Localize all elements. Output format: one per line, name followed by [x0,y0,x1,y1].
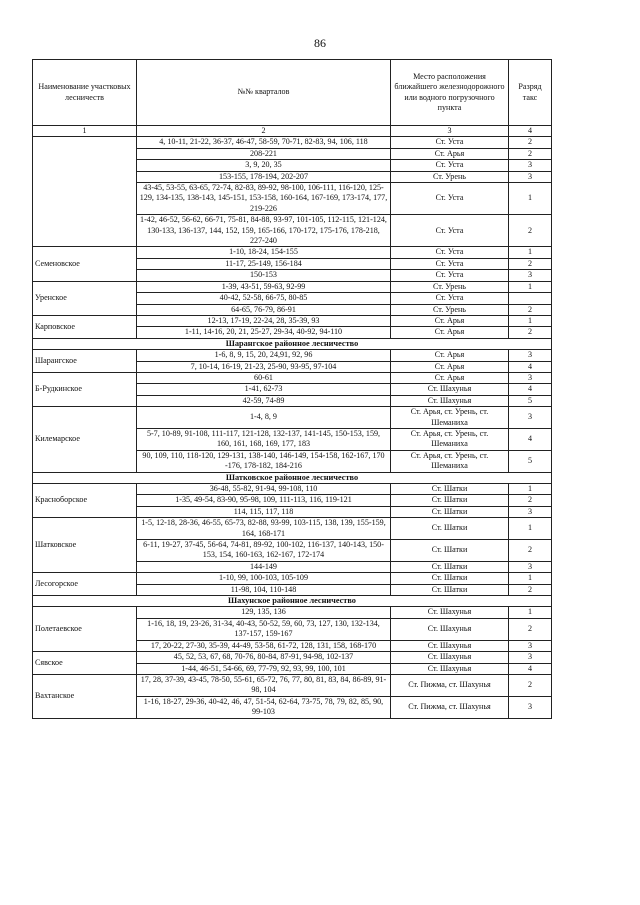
column-number: 3 [391,126,509,137]
quarters-cell: 7, 10-14, 16-19, 21-23, 25-90, 93-95, 97-104 [137,361,391,372]
table-row [33,372,552,383]
loading-point-cell: Ст. Урень [391,171,509,182]
loading-point-cell: Ст. Арья [391,148,509,159]
quarters-cell: 90, 109, 110, 118-120, 129-131, 138-140, 146-149, 154-158, 162-167, 170 -176, 178-182, 184-216 [137,450,391,472]
quarters-cell: 1-16, 18-27, 29-36, 40-42, 46, 47, 51-54, 62-64, 73-75, 78, 79, 82, 85, 90, 99-103 [137,696,391,718]
tax-class-cell: 1 [509,518,552,540]
loading-point-cell: Ст. Шахунья [391,618,509,640]
quarters-cell: 150-153 [137,270,391,281]
loading-point-cell: Ст. Арья [391,361,509,372]
quarters-cell: 153-155, 178-194, 202-207 [137,171,391,182]
quarters-cell: 64-65, 76-79, 86-91 [137,304,391,315]
tax-class-cell: 3 [509,350,552,361]
section-title: Шарангское районное лесничество [33,338,552,349]
column-number-row [33,126,552,137]
quarters-cell: 129, 135, 136 [137,607,391,618]
quarters-cell: 43-45, 53-55, 63-65, 72-74, 82-83, 89-92, 98-100, 106-111, 116-120, 125-129, 134-135, 138-143, 145-151, 153-158, 160-164, 167-169, 173-174, 177, 219-226 [137,183,391,215]
quarters-cell: 17, 28, 37-39, 43-45, 78-50, 55-61, 65-72, 76, 77, 80, 81, 83, 84, 86-89, 91-98, 104 [137,674,391,696]
quarters-cell: 1-41, 62-73 [137,384,391,395]
tax-class-cell: 3 [509,652,552,663]
tax-class-cell: 2 [509,327,552,338]
tax-class-cell: 3 [509,160,552,171]
tax-class-cell: 2 [509,304,552,315]
loading-point-cell: Ст. Уста [391,183,509,215]
section-row [33,472,552,483]
tax-class-cell: 2 [509,215,552,247]
tax-class-cell: 3 [509,561,552,572]
forestry-name-cell: Б-Рудкинское [33,372,137,406]
table-body [33,137,552,718]
loading-point-cell: Ст. Шахунья [391,384,509,395]
tax-class-cell: 1 [509,607,552,618]
loading-point-cell: Ст. Арья [391,350,509,361]
loading-point-cell: Ст. Шатки [391,506,509,517]
tax-class-cell: 4 [509,428,552,450]
quarters-cell: 1-10, 18-24, 154-155 [137,247,391,258]
loading-point-cell: Ст. Шахунья [391,640,509,651]
forestry-name-cell [33,137,137,247]
loading-point-cell: Ст. Шатки [391,561,509,572]
loading-point-cell: Ст. Пижма, ст. Шахунья [391,674,509,696]
quarters-cell: 1-6, 8, 9, 15, 20, 24,91, 92, 96 [137,350,391,361]
quarters-cell: 3, 9, 20, 35 [137,160,391,171]
tax-class-cell: 3 [509,640,552,651]
quarters-cell: 208-221 [137,148,391,159]
forestry-name-cell: Килемарское [33,407,137,472]
table-row [33,652,552,663]
tax-class-cell: 3 [509,171,552,182]
forestry-name-cell: Сявское [33,652,137,675]
tax-class-cell: 5 [509,450,552,472]
tax-class-cell: 3 [509,506,552,517]
table-row [33,281,552,292]
quarters-cell: 4, 10-11, 21-22, 36-37, 46-47, 58-59, 70-71, 82-83, 94, 106, 118 [137,137,391,148]
quarters-cell: 1-11, 14-16, 20, 21, 25-27, 29-34, 40-92, 94-110 [137,327,391,338]
loading-point-cell: Ст. Уста [391,258,509,269]
tax-class-cell: 2 [509,148,552,159]
tax-class-cell: 5 [509,395,552,406]
quarters-cell: 17, 20-22, 27-30, 35-39, 44-49, 53-58, 61-72, 128, 131, 158, 168-170 [137,640,391,651]
column-number: 2 [137,126,391,137]
quarters-cell: 5-7, 10-89, 91-108, 111-117, 121-128, 132-137, 141-145, 150-153, 159, 160, 161, 168, 169, 177, 183 [137,428,391,450]
loading-point-cell: Ст. Пижма, ст. Шахунья [391,696,509,718]
table-row [33,674,552,696]
tax-class-cell: 3 [509,270,552,281]
loading-point-cell: Ст. Шатки [391,584,509,595]
table-row [33,518,552,540]
table-row [33,607,552,618]
tax-class-cell: 2 [509,674,552,696]
tax-class-cell: 4 [509,361,552,372]
loading-point-cell: Ст. Уста [391,215,509,247]
quarters-cell: 114, 115, 117, 118 [137,506,391,517]
forest-tax-table [32,59,552,719]
quarters-cell: 60-61 [137,372,391,383]
header-forestry-name: Наименование участковых лесничеств [33,60,137,126]
tax-class-cell: 1 [509,573,552,584]
quarters-cell: 1-16, 18, 19, 23-26, 31-34, 40-43, 50-52, 59, 60, 73, 127, 130, 132-134, 137-157, 159-167 [137,618,391,640]
section-title: Шатковское районное лесничество [33,472,552,483]
loading-point-cell: Ст. Шахунья [391,395,509,406]
quarters-cell: 1-4, 8, 9 [137,407,391,429]
quarters-cell: 11-98, 104, 110-148 [137,584,391,595]
tax-class-cell: 3 [509,407,552,429]
quarters-cell: 11-17, 25-149, 156-184 [137,258,391,269]
table-row [33,573,552,584]
column-number: 4 [509,126,552,137]
tax-class-cell: 1 [509,247,552,258]
forestry-name-cell: Шатковское [33,518,137,573]
loading-point-cell: Ст. Урень [391,281,509,292]
tax-class-cell: 4 [509,663,552,674]
page-number: 86 [314,36,326,50]
loading-point-cell: Ст. Шахунья [391,607,509,618]
loading-point-cell: Ст. Арья, ст. Урень, ст. Шеманиха [391,450,509,472]
quarters-cell: 1-39, 43-51, 59-63, 92-99 [137,281,391,292]
quarters-cell: 42-59, 74-89 [137,395,391,406]
quarters-cell: 1-42, 46-52, 56-62, 66-71, 75-81, 84-88, 93-97, 101-105, 112-115, 121-124, 130-133, 136-137, 144, 152, 159, 165-166, 170-172, 175-176, 178-218, 227-240 [137,215,391,247]
forestry-name-cell: Уренское [33,281,137,315]
section-title: Шахунское районное лесничество [33,596,552,607]
loading-point-cell: Ст. Уста [391,270,509,281]
tax-class-cell: 1 [509,183,552,215]
loading-point-cell: Ст. Уста [391,293,509,304]
header-tax-class: Разряд такс [509,60,552,126]
tax-class-cell: 1 [509,484,552,495]
tax-class-cell: 2 [509,618,552,640]
loading-point-cell: Ст. Арья, ст. Урень, ст. Шеманиха [391,428,509,450]
forestry-name-cell: Полетаевское [33,607,137,652]
forestry-name-cell: Карповское [33,315,137,338]
section-row [33,338,552,349]
table-row [33,137,552,148]
quarters-cell: 12-13, 17-19, 22-24, 28, 35-39, 93 [137,315,391,326]
tax-class-cell [509,293,552,304]
loading-point-cell: Ст. Шахунья [391,663,509,674]
forestry-name-cell: Шарангское [33,350,137,373]
tax-class-cell: 1 [509,281,552,292]
column-number: 1 [33,126,137,137]
forestry-name-cell: Красноборское [33,484,137,518]
loading-point-cell: Ст. Шатки [391,518,509,540]
quarters-cell: 36-48, 55-82, 91-94, 99-108, 110 [137,484,391,495]
tax-class-cell: 2 [509,540,552,562]
loading-point-cell: Ст. Уста [391,160,509,171]
quarters-cell: 40-42, 52-58, 66-75, 80-85 [137,293,391,304]
section-row [33,596,552,607]
loading-point-cell: Ст. Шатки [391,495,509,506]
tax-class-cell: 1 [509,315,552,326]
tax-class-cell: 3 [509,696,552,718]
loading-point-cell: Ст. Шатки [391,573,509,584]
quarters-cell: 1-35, 49-54, 83-90, 95-98, 109, 111-113, 116, 119-121 [137,495,391,506]
forestry-name-cell: Лесогорское [33,573,137,596]
quarters-cell: 45, 52, 53, 67, 68, 70-76, 80-84, 87-91, 94-98, 102-137 [137,652,391,663]
header-loading-point: Место расположения ближайшего железнодорожного или водного погрузочного пункта [391,60,509,126]
table-row [33,247,552,258]
tax-class-cell: 2 [509,584,552,595]
loading-point-cell: Ст. Урень [391,304,509,315]
quarters-cell: 1-10, 99, 100-103, 105-109 [137,573,391,584]
quarters-cell: 144-149 [137,561,391,572]
loading-point-cell: Ст. Уста [391,137,509,148]
forestry-name-cell: Вахтанское [33,674,137,718]
loading-point-cell: Ст. Шахунья [391,652,509,663]
tax-class-cell: 2 [509,258,552,269]
quarters-cell: 1-5, 12-18, 28-36, 46-55, 65-73, 82-88, 93-99, 103-115, 138, 139, 155-159, 164, 168-171 [137,518,391,540]
tax-class-cell: 2 [509,137,552,148]
loading-point-cell: Ст. Арья [391,327,509,338]
forestry-name-cell: Семеновское [33,247,137,281]
loading-point-cell: Ст. Арья [391,315,509,326]
tax-class-cell: 3 [509,372,552,383]
table-row [33,407,552,429]
quarters-cell: 6-11, 19-27, 37-45, 56-64, 74-81, 89-92, 100-102, 116-137, 140-143, 150-153, 154, 160-163, 162-167, 172-174 [137,540,391,562]
table-row [33,484,552,495]
loading-point-cell: Ст. Шатки [391,540,509,562]
loading-point-cell: Ст. Уста [391,247,509,258]
table-row [33,315,552,326]
quarters-cell: 1-44, 46-51, 54-66, 69, 77-79, 92, 93, 99, 100, 101 [137,663,391,674]
tax-class-cell: 2 [509,495,552,506]
loading-point-cell: Ст. Арья, ст. Урень, ст. Шеманиха [391,407,509,429]
tax-class-cell: 4 [509,384,552,395]
table-row [33,350,552,361]
loading-point-cell: Ст. Шатки [391,484,509,495]
header-quarters: №№ кварталов [137,60,391,126]
header-row [33,60,552,126]
loading-point-cell: Ст. Арья [391,372,509,383]
